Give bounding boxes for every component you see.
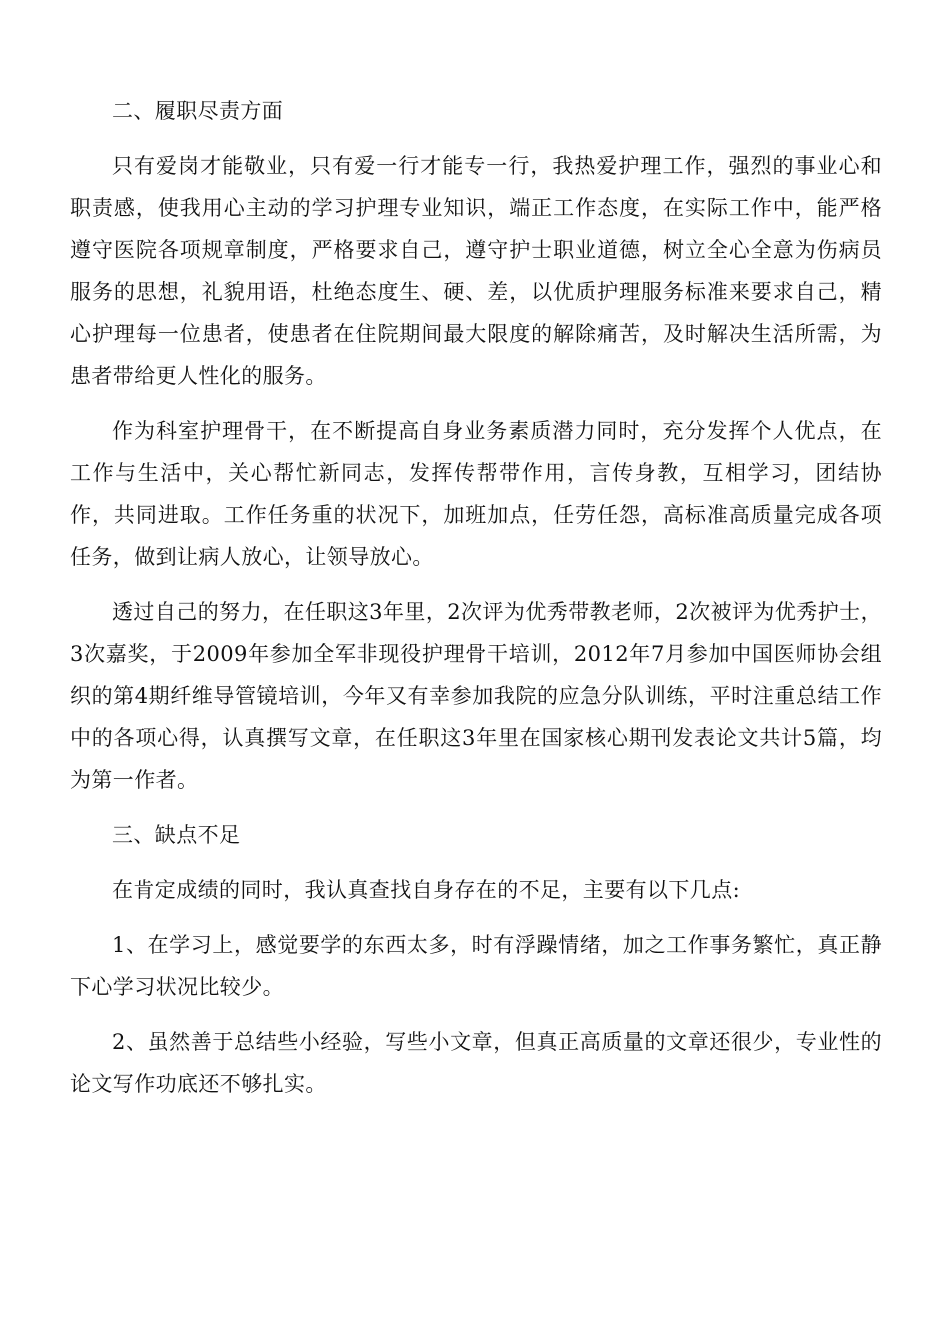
section-heading-duties: 二、履职尽责方面	[112, 99, 284, 123]
section-heading-shortcomings: 三、缺点不足	[112, 823, 241, 847]
paragraph-achievements: 透过自己的努力，在任职这3年里，2次评为优秀带教老师，2次被评为优秀护士，3次嘉奖，于2009年参加全军非现役护理骨干培训，2012年7月参加中国医师协会组织的第4期纤维导管镜培训，今年又有幸参加我院的应急分队训练，平时注重总结工作中的各项心得，认真撰写文章，在任职这3年里在国家核心期刊发表论文共计5篇，均为第一作者。	[70, 600, 882, 792]
paragraph-backbone-role: 作为科室护理骨干，在不断提高自身业务素质潜力同时，充分发挥个人优点，在工作与生活中，关心帮忙新同志，发挥传帮带作用，言传身教，互相学习，团结协作，共同进取。工作任务重的状况下，加班加点，任劳任怨，高标准高质量完成各项任务，做到让病人放心，让领导放心。	[70, 419, 882, 569]
paragraph-dedication: 只有爱岗才能敬业，只有爱一行才能专一行，我热爱护理工作，强烈的事业心和职责感，使我用心主动的学习护理专业知识，端正工作态度，在实际工作中，能严格遵守医院各项规章制度，严格要求自己，遵守护士职业道德，树立全心全意为伤病员服务的思想，礼貌用语，杜绝态度生、硬、差，以优质护理服务标准来要求自己，精心护理每一位患者，使患者在住院期间最大限度的解除痛苦，及时解决生活所需，为患者带给更人性化的服务。	[70, 154, 882, 388]
list-item-shortcoming-1: 1、在学习上，感觉要学的东西太多，时有浮躁情绪，加之工作事务繁忙，真正静下心学习状况比较少。	[70, 933, 882, 999]
document-page	[70, 90, 882, 1105]
paragraph-shortcomings-intro: 在肯定成绩的同时，我认真查找自身存在的不足，主要有以下几点:	[112, 878, 741, 902]
list-item-shortcoming-2: 2、虽然善于总结些小经验，写些小文章，但真正高质量的文章还很少，专业性的论文写作功底还不够扎实。	[70, 1030, 882, 1096]
